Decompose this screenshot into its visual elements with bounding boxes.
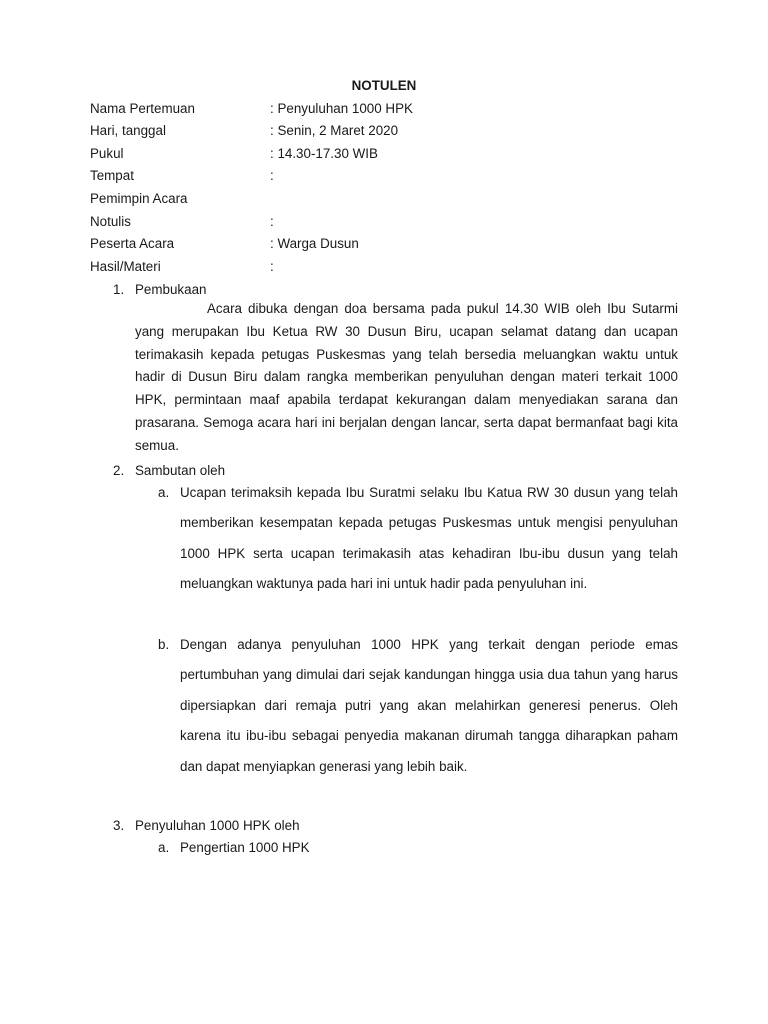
meta-value: : <box>270 168 274 183</box>
meta-label: Tempat <box>90 168 134 183</box>
section-heading-pembukaan <box>113 280 206 300</box>
list-letter: a. <box>158 485 170 500</box>
meta-value: : <box>270 259 274 274</box>
paragraph-text: Acara dibuka dengan doa bersama pada pukul 14.30 WIB oleh Ibu Sutarmi yang merupakan Ibu Ketua RW 30 Dusun Biru, ucapan selamat datang dan ucapan terimakasih kepada petugas Puskesmas yang telah bersedia meluangkan waktu untuk hadir di Dusun Biru dalam rangka memberikan penyuluhan dengan materi terkait 1000 HPK, permintaan maaf apabila terdapat kekurangan dalam menyediakan sarana dan prasarana. Semoga acara hari ini berjalan dengan lancar, serta dapat bermanfaat bagi kita semua. <box>135 301 678 453</box>
meta-label: Pemimpin Acara <box>90 191 188 206</box>
meta-value: : <box>270 214 274 229</box>
meta-label: Pukul <box>90 146 124 161</box>
meta-value: : 14.30-17.30 WIB <box>270 146 378 161</box>
meta-value: : Warga Dusun <box>270 236 359 251</box>
list-text: Ucapan terimaksih kepada Ibu Suratmi selaku Ibu Katua RW 30 dusun yang telah memberikan kesempatan kepada petugas Puskesmas untuk mengisi penyuluhan 1000 HPK serta ucapan terimakasih atas kehadiran Ibu-ibu dusun yang telah meluangkan waktunya pada hari ini untuk hadir pada penyuluhan ini. <box>180 485 678 592</box>
list-text: Pengertian 1000 HPK <box>180 840 310 855</box>
document-title: NOTULEN <box>351 78 417 93</box>
section-number: 3. <box>113 818 125 833</box>
list-letter: a. <box>158 840 170 855</box>
section-title: Pembukaan <box>135 282 207 297</box>
meta-label: Peserta Acara <box>90 236 175 251</box>
meta-label: Hasil/Materi <box>90 259 161 274</box>
meta-value: : Senin, 2 Maret 2020 <box>270 123 399 138</box>
meta-value: : Penyuluhan 1000 HPK <box>270 101 413 116</box>
list-text: Dengan adanya penyuluhan 1000 HPK yang terkait dengan periode emas pertumbuhan yang dimulai dari sejak kandungan hingga usia dua tahun yang harus dipersiapkan dari remaja putri yang akan melahirkan generesi penerus. Oleh karena itu ibu-ibu sebagai penyedia makanan dirumah tangga diharapkan paham dan dapat menyiapkan generasi yang lebih baik. <box>180 637 678 774</box>
meta-label: Hari, tanggal <box>90 123 166 138</box>
section-title: Penyuluhan 1000 HPK oleh <box>135 818 300 833</box>
section-number: 2. <box>113 463 125 478</box>
list-letter: b. <box>158 637 170 652</box>
meta-label: Nama Pertemuan <box>90 101 195 116</box>
meta-label: Notulis <box>90 214 131 229</box>
section-title: Sambutan oleh <box>135 463 226 478</box>
section-heading-penyuluhan <box>113 816 300 836</box>
section-number: 1. <box>113 282 125 297</box>
section-paragraph-pembukaan <box>135 298 678 458</box>
